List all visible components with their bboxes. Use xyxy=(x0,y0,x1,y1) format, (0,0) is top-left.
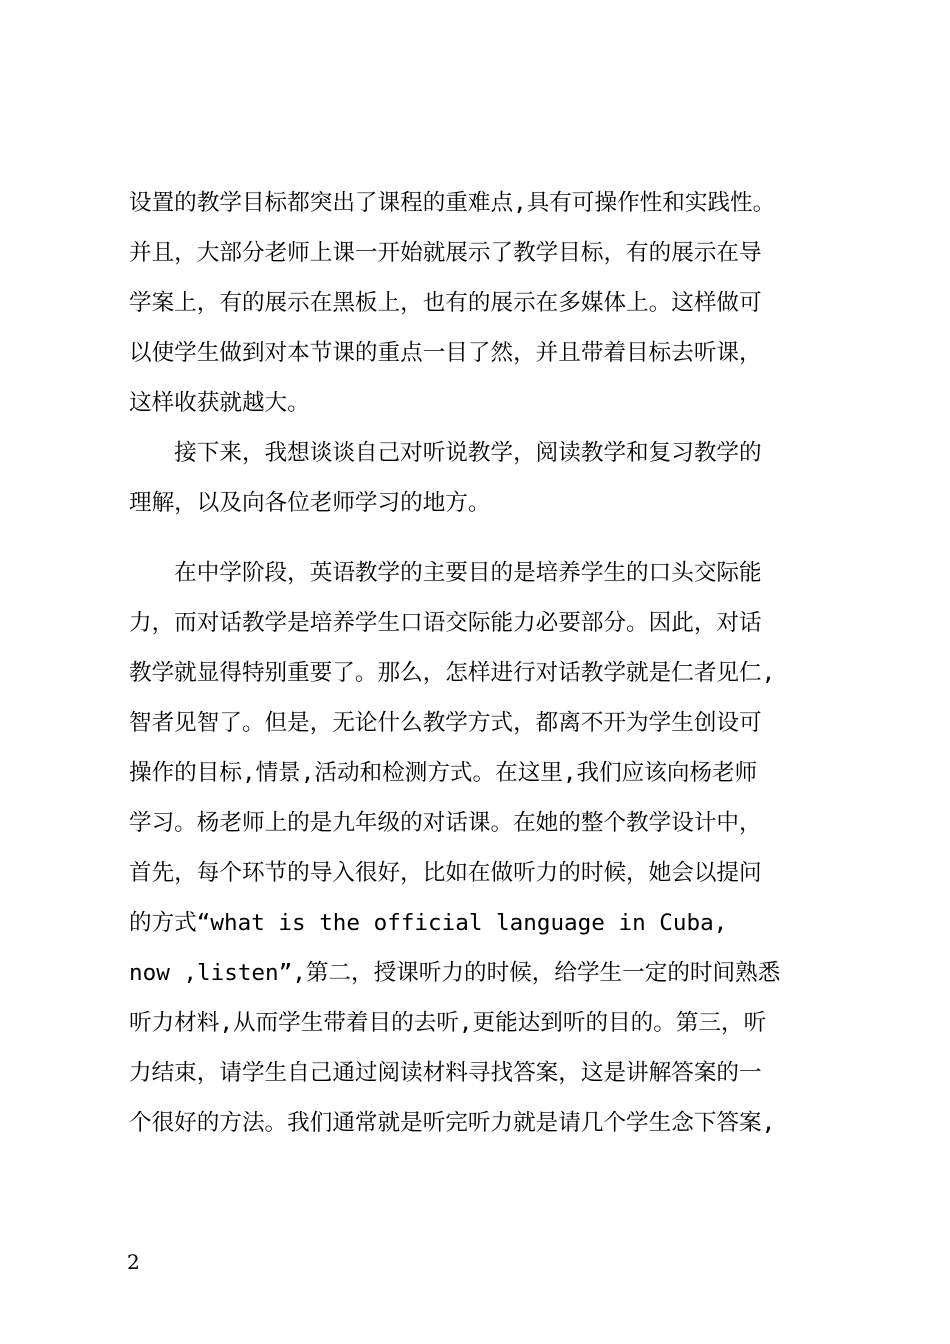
text-line: 力，而对话教学是培养学生口语交际能力必要部分。因此，对话 xyxy=(129,610,762,636)
text-line: 智者见智了。但是，无论什么教学方式，都离不开为学生创设可 xyxy=(129,710,762,736)
text-line: 接下来，我想谈谈自己对听说教学，阅读教学和复习教学的 xyxy=(129,440,762,466)
text-line: 教学就显得特别重要了。那么，怎样进行对话教学就是仁者见仁, xyxy=(129,660,776,686)
text-line: 首先，每个环节的导入很好，比如在做听力的时候，她会以提问 xyxy=(129,860,762,886)
text-line: 的方式“what is the official language in Cuba, xyxy=(129,910,728,936)
text-line: 以使学生做到对本节课的重点一目了然，并且带着目标去听课， xyxy=(129,340,762,366)
text-line: 学案上，有的展示在黑板上，也有的展示在多媒体上。这样做可 xyxy=(129,290,762,316)
text-line: 在中学阶段，英语教学的主要目的是培养学生的口头交际能 xyxy=(129,560,762,586)
text-line: 操作的目标,情景,活动和检测方式。在这里,我们应该向杨老师 xyxy=(129,760,758,786)
text-line: 力结束，请学生自己通过阅读材料寻找答案，这是讲解答案的一 xyxy=(129,1060,762,1086)
page-number: 2 xyxy=(127,1250,140,1274)
text-line: 个很好的方法。我们通常就是听完听力就是请几个学生念下答案, xyxy=(129,1110,776,1136)
text-line: 并且，大部分老师上课一开始就展示了教学目标，有的展示在导 xyxy=(129,240,762,266)
text-line: now ,listen”,第二，授课听力的时候，给学生一定的时间熟悉 xyxy=(129,960,781,986)
text-line: 理解，以及向各位老师学习的地方。 xyxy=(129,490,491,516)
text-line: 设置的教学目标都突出了课程的重难点,具有可操作性和实践性。 xyxy=(129,190,776,216)
text-line: 这样收获就越大。 xyxy=(129,390,310,416)
text-line: 学习。杨老师上的是九年级的对话课。在她的整个教学设计中， xyxy=(129,810,762,836)
text-line: 听力材料,从而学生带着目的去听,更能达到听的目的。第三，听 xyxy=(129,1010,767,1036)
